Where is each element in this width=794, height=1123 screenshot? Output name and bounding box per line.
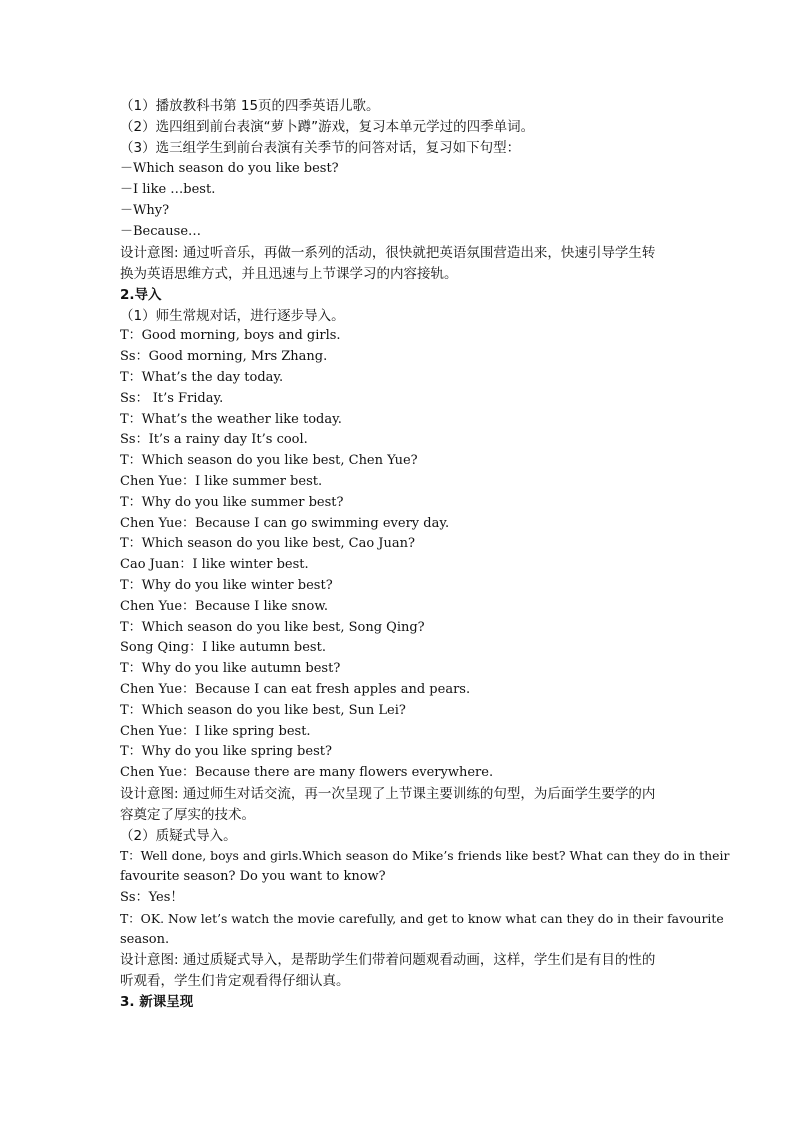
dialogue-line: T：Well done, boys and girls.Which season do Mike’s friends like best? What can they do in their [120,848,730,863]
dialogue-line: T：Which season do you like best, Sun Lei? [120,703,406,718]
dialogue-line: Ss：Good morning, Mrs Zhang. [120,349,328,364]
dialogue-line: T：Why do you like summer best? [120,495,344,510]
dialogue-line: T：What’s the day today. [120,370,284,385]
dialogue-line: Ss： It’s Friday. [120,391,224,406]
dialogue-line: Ss：It’s a rainy day It’s cool. [120,432,308,447]
dialogue-line: T：OK. Now let’s watch the movie carefully, and get to know what can they do in their favourite [120,911,724,926]
text-line: （3）选三组学生到前台表演有关季节的问答对话，复习如下句型： [120,140,521,156]
dialogue-line: T：Which season do you like best, Song Qing? [120,620,425,635]
design-intent-text: 设计意图: 通过质疑式导入，是帮助学生们带着问题观看动画，这样，学生们是有目的性的 [120,952,656,968]
dialogue-line: T：Why do you like autumn best? [120,661,341,676]
design-intent-text: 换为英语思维方式，并且迅速与上节课学习的内容接轨。 [120,266,458,282]
design-intent-text: 听观看，学生们肯定观看得仔细认真。 [120,973,350,989]
dialogue-line: Chen Yue：Because there are many flowers everywhere. [120,765,494,780]
text-line: （2）质疑式导入。 [120,828,237,844]
text-line: －Which season do you like best? [120,161,339,176]
dialogue-line: Chen Yue：Because I like snow. [120,599,329,614]
section-heading: 2.导入 [120,287,162,303]
text-line: （1）师生常规对话，进行逐步导入。 [120,308,345,324]
section-heading: 3. 新课呈现 [120,994,194,1010]
design-intent-text: 设计意图: 通过听音乐，再做一系列的活动，很快就把英语氛围营造出来，快速引导学生转 [120,245,656,261]
dialogue-line: Song Qing：I like autumn best. [120,640,326,655]
dialogue-line: Ss：Yes！ [120,890,184,905]
dialogue-line: T：Why do you like spring best? [120,744,332,759]
dialogue-line: T：Which season do you like best, Chen Yue? [120,453,418,468]
design-intent-text: 容奠定了厚实的技术。 [120,807,255,823]
dialogue-line: Chen Yue：Because I can go swimming every day. [120,516,450,531]
dialogue-line: season. [120,932,170,947]
dialogue-line: Chen Yue：I like summer best. [120,474,323,489]
text-line: （2）选四组到前台表演“萝卜蹲”游戏，复习本单元学过的四季单词。 [120,119,535,135]
dialogue-line: Chen Yue：Because I can eat fresh apples and pears. [120,682,471,697]
dialogue-line: Cao Juan：I like winter best. [120,557,309,572]
text-line: （1）播放教科书第 15页的四季英语儿歌。 [120,98,380,114]
text-line: －Because… [120,224,202,239]
dialogue-line: favourite season? Do you want to know? [120,869,386,884]
design-intent-text: 设计意图: 通过师生对话交流，再一次呈现了上节课主要训练的句型，为后面学生要学的内 [120,786,656,802]
dialogue-line: T：Why do you like winter best? [120,578,333,593]
text-line: －Why? [120,203,170,218]
dialogue-line: T：Good morning, boys and girls. [120,328,341,343]
text-line: －I like …best. [120,182,216,197]
dialogue-line: T：Which season do you like best, Cao Juan? [120,536,415,551]
dialogue-line: Chen Yue：I like spring best. [120,724,311,739]
dialogue-line: T：What’s the weather like today. [120,412,342,427]
